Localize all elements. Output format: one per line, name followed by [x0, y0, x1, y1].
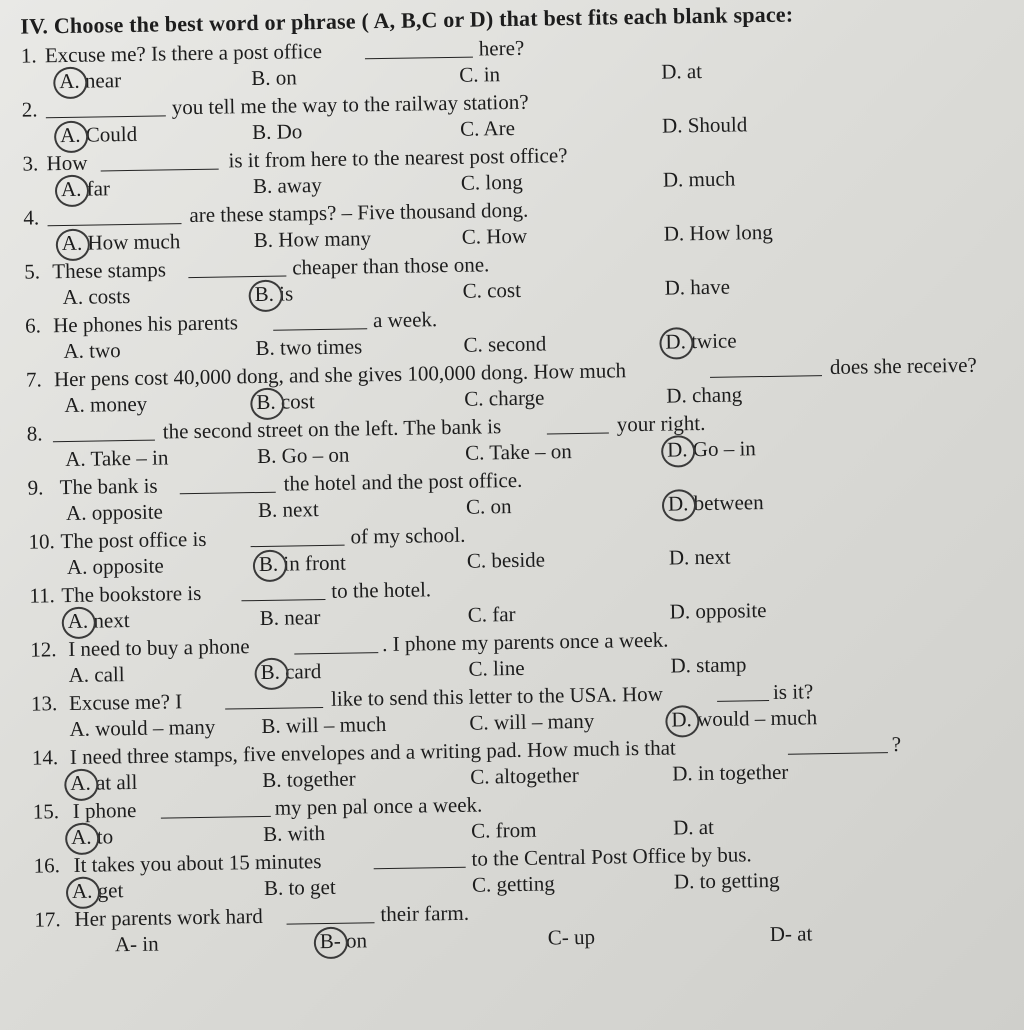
- question-stem-part-2: of my school.: [350, 522, 466, 549]
- option-b[interactable]: B. next: [257, 497, 319, 523]
- option-c[interactable]: C. in: [459, 62, 501, 87]
- option-b[interactable]: B. How many: [253, 226, 372, 253]
- option-c[interactable]: C. far: [467, 601, 516, 627]
- option-d[interactable]: D. much: [662, 166, 736, 192]
- question-stem-part-2: to the Central Post Office by bus.: [471, 842, 752, 871]
- answer-blank[interactable]: [286, 904, 374, 924]
- option-a[interactable]: A. How much: [61, 229, 181, 256]
- option-d[interactable]: D. Should: [661, 112, 748, 138]
- option-a[interactable]: A. at all: [70, 769, 138, 795]
- question-stem-part-2: does she receive?: [829, 352, 977, 380]
- question-stem-part-2: you tell me the way to the railway station?: [171, 89, 529, 120]
- option-c[interactable]: C. long: [460, 169, 523, 195]
- question-stem-part-2: my pen pal once a week.: [274, 792, 483, 820]
- answer-blank[interactable]: [710, 357, 822, 378]
- question-number: 2.: [21, 97, 38, 122]
- question-stem-part-3: your right.: [616, 410, 706, 437]
- question-number: 14.: [31, 745, 59, 770]
- option-b[interactable]: B. near: [259, 605, 321, 630]
- answer-blank[interactable]: [179, 474, 275, 495]
- option-c[interactable]: C- up: [547, 924, 596, 950]
- option-a[interactable]: A- in: [114, 931, 159, 957]
- question-number: 16.: [33, 853, 61, 878]
- question-stem-part-1: He phones his parents: [52, 310, 239, 338]
- option-a[interactable]: A. two: [63, 338, 121, 364]
- option-b[interactable]: B. with: [262, 820, 326, 846]
- answer-blank[interactable]: [294, 634, 378, 654]
- option-c[interactable]: C. line: [468, 655, 525, 681]
- option-d[interactable]: D. How long: [663, 219, 774, 246]
- option-d[interactable]: D. twice: [665, 328, 737, 354]
- option-b[interactable]: B. in front: [258, 550, 346, 577]
- option-c[interactable]: C. How: [461, 223, 528, 249]
- option-b[interactable]: B. Go – on: [257, 442, 350, 469]
- exercise-title: IV. Choose the best word or phrase ( A, B,C or D) that best fits each blank space:: [20, 1, 794, 39]
- answer-blank[interactable]: [273, 310, 367, 330]
- question-number: 5.: [24, 259, 41, 284]
- question-stem-part-1: I phone: [72, 797, 137, 823]
- option-d[interactable]: D. to getting: [673, 867, 780, 894]
- option-c[interactable]: C. from: [470, 817, 537, 843]
- option-d[interactable]: D. Go – in: [666, 436, 756, 462]
- question-stem-part-1: I need three stamps, five envelopes and a writing pad. How much is that: [69, 735, 676, 769]
- option-a[interactable]: A. Could: [59, 121, 138, 148]
- answer-blank[interactable]: [53, 422, 155, 443]
- question-number: 10.: [28, 529, 55, 554]
- option-d[interactable]: D. opposite: [669, 598, 767, 624]
- option-d[interactable]: D. would – much: [671, 705, 818, 732]
- question-stem-part-1: These stamps: [52, 257, 167, 284]
- question-stem-part-1: It takes you about 15 minutes: [73, 849, 322, 877]
- answer-blank-2[interactable]: [547, 414, 609, 434]
- option-c[interactable]: C. altogether: [470, 763, 579, 789]
- question-number: 13.: [30, 691, 58, 716]
- option-c[interactable]: C. on: [465, 494, 512, 519]
- question-stem-part-2: the second street on the left. The bank is: [162, 414, 502, 444]
- option-c[interactable]: C. beside: [466, 547, 546, 573]
- question-number: 11.: [29, 583, 56, 608]
- question-number: 9.: [27, 475, 44, 500]
- option-b[interactable]: B. cost: [256, 389, 315, 415]
- option-c[interactable]: C. Take – on: [464, 439, 572, 465]
- question-stem-part-3: is it?: [772, 679, 814, 704]
- option-a[interactable]: A. far: [60, 176, 111, 202]
- option-c[interactable]: C. will – many: [469, 708, 595, 735]
- question-stem-part-2: . I phone my parents once a week.: [381, 627, 669, 657]
- answer-blank[interactable]: [241, 581, 325, 601]
- answer-blank[interactable]: [47, 205, 181, 226]
- question-number: 6.: [24, 313, 42, 338]
- option-c[interactable]: C. getting: [471, 871, 555, 897]
- option-d[interactable]: D. have: [664, 274, 731, 300]
- option-a[interactable]: A. call: [68, 662, 125, 688]
- question-stem-part-2: to the hotel.: [331, 577, 432, 603]
- option-c[interactable]: C. second: [463, 331, 547, 357]
- answer-blank-2[interactable]: [717, 682, 769, 702]
- answer-blank[interactable]: [188, 258, 286, 279]
- question-stem-part-2: ?: [891, 731, 902, 757]
- option-a[interactable]: A. near: [59, 68, 122, 94]
- answer-blank[interactable]: [788, 734, 888, 755]
- question-stem-part-1: How: [46, 150, 88, 176]
- option-b[interactable]: B. to get: [263, 874, 336, 900]
- option-a[interactable]: A. opposite: [65, 499, 164, 526]
- question-stem-part-1: Her pens cost 40,000 dong, and she gives 100,000 dong. How much: [53, 358, 627, 392]
- question-stem-part-2: the hotel and the post office.: [283, 467, 523, 496]
- question-number: 3.: [22, 151, 39, 176]
- option-d[interactable]: D- at: [769, 921, 813, 947]
- option-c[interactable]: C. cost: [462, 277, 522, 303]
- question-stem-part-2: like to send this letter to the USA. How: [330, 681, 664, 711]
- option-d[interactable]: D. in together: [672, 759, 789, 786]
- question-number: 15.: [32, 799, 60, 824]
- question-number: 4.: [23, 205, 40, 230]
- option-a[interactable]: A. next: [67, 608, 130, 634]
- question-number: 8.: [26, 421, 43, 446]
- option-b[interactable]: B. two times: [255, 334, 363, 361]
- option-a[interactable]: A. costs: [62, 283, 131, 310]
- option-b[interactable]: B. together: [262, 766, 356, 792]
- option-c[interactable]: C. Are: [459, 115, 516, 141]
- option-a[interactable]: A. get: [71, 878, 124, 903]
- option-a[interactable]: A. would – many: [69, 714, 216, 741]
- option-d[interactable]: D. chang: [666, 382, 743, 408]
- question-stem-part-2: is it from here to the nearest post office?: [228, 143, 568, 173]
- question-stem-part-1: Excuse me? Is there a post office: [44, 38, 323, 68]
- option-b[interactable]: B. is: [254, 281, 294, 307]
- answer-blank[interactable]: [250, 527, 344, 547]
- option-b[interactable]: B. on: [251, 65, 297, 91]
- question-stem-part-1: Excuse me? I: [68, 689, 183, 716]
- option-d[interactable]: D. next: [668, 544, 731, 570]
- question-stem-part-1: The post office is: [60, 526, 207, 554]
- option-b[interactable]: B- on: [319, 928, 368, 954]
- question-stem-part-1: The bookstore is: [61, 580, 202, 608]
- question-stem-part-2: cheaper than those one.: [292, 252, 490, 280]
- option-d[interactable]: D. between: [667, 490, 764, 516]
- answer-blank[interactable]: [161, 798, 271, 819]
- option-b[interactable]: B. card: [260, 659, 322, 684]
- option-b[interactable]: B. away: [252, 172, 322, 199]
- question-stem-part-1: The bank is: [59, 473, 158, 500]
- answer-blank[interactable]: [46, 97, 166, 118]
- question-stem-part-2: here?: [478, 35, 525, 61]
- question-stem-part-2: their farm.: [380, 900, 470, 927]
- question-stem-part-2: a week.: [372, 307, 438, 333]
- question-stem-part-1: Her parents work hard: [74, 903, 263, 931]
- option-b[interactable]: B. Do: [251, 119, 303, 145]
- question-number: 7.: [25, 367, 42, 392]
- answer-blank[interactable]: [100, 151, 218, 172]
- option-d[interactable]: D. stamp: [670, 652, 747, 678]
- option-a[interactable]: A. money: [64, 391, 148, 418]
- question-number: 17.: [34, 907, 61, 932]
- option-c[interactable]: C. charge: [464, 385, 545, 411]
- answer-blank[interactable]: [373, 849, 465, 869]
- option-d[interactable]: D. at: [661, 58, 703, 84]
- answer-blank[interactable]: [365, 39, 473, 60]
- question-stem-part-2: are these stamps? – Five thousand dong.: [189, 197, 529, 228]
- answer-blank[interactable]: [225, 689, 323, 710]
- question-stem-part-1: I need to buy a phone: [68, 634, 250, 662]
- question-number: 1.: [20, 43, 37, 68]
- option-a[interactable]: A. to: [70, 824, 114, 849]
- option-b[interactable]: B. will – much: [261, 712, 387, 738]
- question-number: 12.: [30, 637, 57, 662]
- option-d[interactable]: D. at: [672, 814, 715, 840]
- option-a[interactable]: A. opposite: [66, 553, 164, 580]
- option-a[interactable]: A. Take – in: [65, 445, 169, 472]
